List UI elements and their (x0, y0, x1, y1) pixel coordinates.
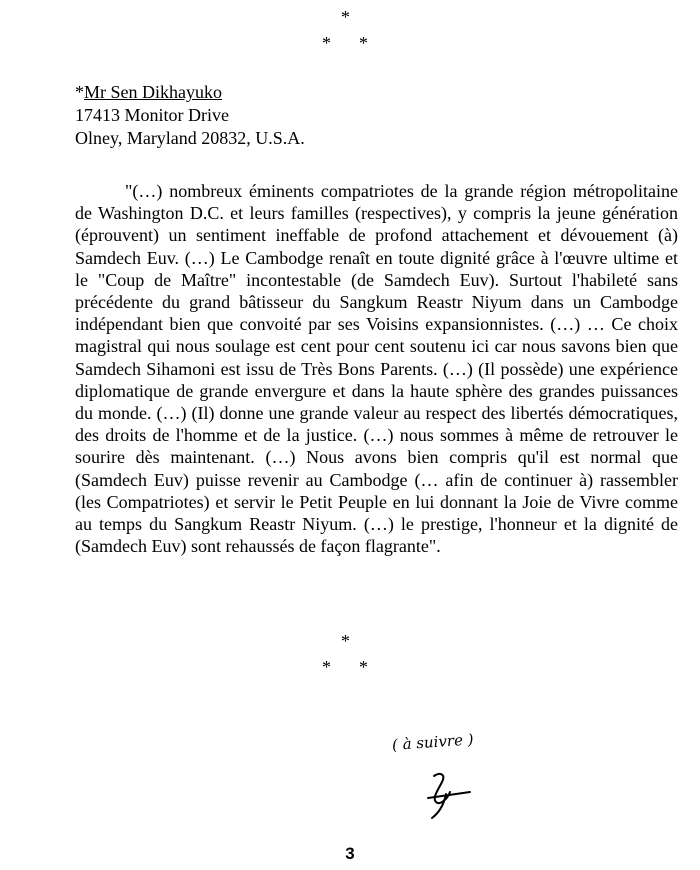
page-number: 3 (345, 844, 355, 863)
asterism-star: * (341, 7, 350, 27)
top-asterism (0, 7, 700, 53)
street-address: 17413 Monitor Drive (75, 105, 229, 125)
asterism-star: * (322, 33, 331, 53)
asterism-star: * (341, 631, 350, 651)
addressee-name: Mr Sen Dikhayuko (84, 82, 222, 102)
bottom-asterism (0, 631, 700, 677)
address-block (75, 81, 305, 150)
addressee-line (75, 81, 305, 104)
asterism-star: * (359, 33, 368, 53)
asterism-star: * (322, 657, 331, 677)
quoted-paragraph: "(…) nombreux éminents compatriotes de la grande région métropolitaine de Washington D.C. et leurs familles (respectives), y compris la jeune génération (éprouvent) un sentiment ineffable de profond attachement et dévouement (à) Samdech Euv. (…) Le Cambodge renaît en toute dignité grâce à l'œuvre ultime et le "Coup de Maître" incontestable (de Samdech Euv). Surtout l'habileté sans précédente du grand bâtisseur du Sangkum Reastr Niyum dans un Cambodge indépendant bien que convoité par ses Voisins expansionnistes. (…) … Ce choix magistral qui nous soulage est cent pour cent soutenu ici car nous savons bien que Samdech Sihamoni est issu de Très Bons Parents. (…) (Il possède) une expérience diplomatique de grande envergure et dans la haute sphère des grandes puissances du monde. (…) (Il) donne une grande valeur au respect des libertés démocratiques, des droits de l'homme et de la justice. (…) nous sommes à même de retrouver le sourire dès maintenant. (…) Nous avons bien compris qu'il est normal que (Samdech Euv) puisse revenir au Cambodge (… afin de continuer à) rassembler (les Compatriotes) et servir le Petit Peuple en lui donnant la Joie de Vivre comme au temps du Sangkum Reastr Niyum. (…) le prestige, l'honneur et la dignité de (Samdech Euv) sont rehaussés de façon flagrante". (75, 181, 678, 557)
city-address: Olney, Maryland 20832, U.S.A. (75, 128, 305, 148)
signature-icon (420, 768, 480, 824)
footnote-marker: * (75, 82, 84, 102)
asterism-star: * (359, 657, 368, 677)
handwritten-to-be-continued-note: ( à suivre ) (391, 730, 475, 754)
